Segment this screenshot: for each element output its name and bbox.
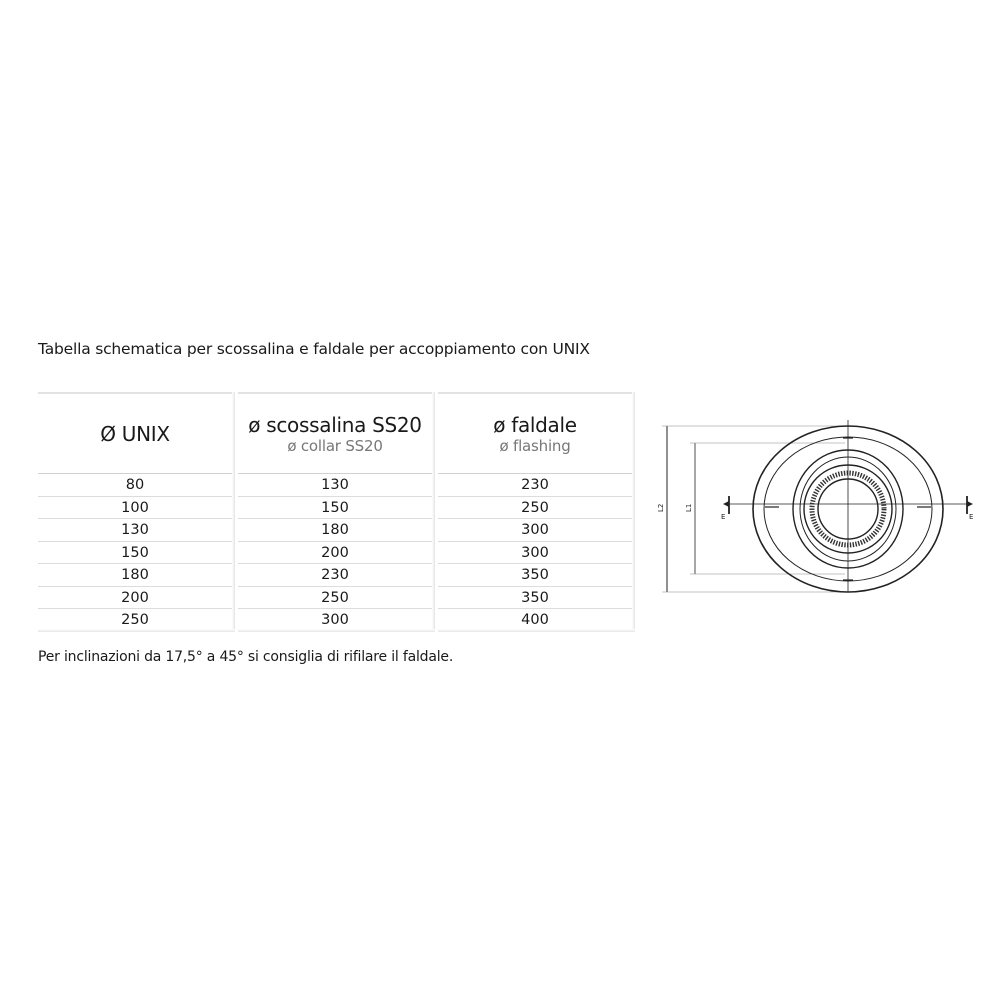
column-header-sublabel: ø collar SS20 — [287, 436, 383, 455]
column-header-label: Ø UNIX — [100, 421, 170, 446]
column-header-label: ø faldale — [493, 412, 577, 437]
column-shadow — [632, 392, 635, 632]
table-cell: 150 — [238, 497, 432, 520]
column-header — [438, 394, 632, 474]
column-shadow — [232, 392, 235, 632]
column-header-sublabel: ø flashing — [499, 436, 571, 455]
table-cell: 250 — [438, 497, 632, 520]
table-cell: 350 — [438, 564, 632, 587]
table-cell: 300 — [438, 519, 632, 542]
label-l2: L2 — [657, 503, 665, 512]
table-cell: 100 — [38, 497, 232, 520]
table-column-unix — [38, 392, 235, 632]
table-title: Tabella schematica per scossalina e faldale per accoppiamento con UNIX — [38, 340, 590, 358]
table-cell: 180 — [38, 564, 232, 587]
table-cell: 200 — [238, 542, 432, 565]
column-header — [238, 394, 432, 474]
table-cell: 300 — [438, 542, 632, 565]
label-l1: L1 — [685, 503, 693, 512]
column-shadow — [432, 392, 435, 632]
table-cell: 80 — [38, 474, 232, 497]
column-header — [38, 394, 232, 474]
table-cell: 130 — [38, 519, 232, 542]
label-section-right: E — [969, 513, 974, 521]
table-column-collar — [238, 392, 435, 632]
column-rows — [438, 474, 632, 632]
column-rows — [238, 474, 432, 632]
table-cell: 230 — [438, 474, 632, 497]
table-cell: 130 — [238, 474, 432, 497]
table-cell: 200 — [38, 587, 232, 610]
column-shadow — [238, 629, 435, 632]
column-shadow — [38, 629, 235, 632]
table-cell: 230 — [238, 564, 432, 587]
column-rows — [38, 474, 232, 632]
table-cell: 250 — [238, 587, 432, 610]
column-header-label: ø scossalina SS20 — [248, 412, 422, 437]
table-column-flashing — [438, 392, 635, 632]
flashing-drawing — [655, 412, 975, 602]
table-cell: 400 — [521, 612, 549, 628]
table-cell: 150 — [38, 542, 232, 565]
label-section-left: E — [721, 513, 726, 521]
section-arrow-left — [723, 501, 729, 507]
section-arrow-right — [967, 501, 973, 507]
column-shadow — [438, 629, 635, 632]
table-cell: 180 — [238, 519, 432, 542]
table-cell: 300 — [321, 612, 349, 628]
table-cell: 250 — [121, 612, 149, 628]
note-text: Per inclinazioni da 17,5° a 45° si consiglia di rifilare il faldale. — [38, 649, 454, 665]
table-cell: 350 — [438, 587, 632, 610]
